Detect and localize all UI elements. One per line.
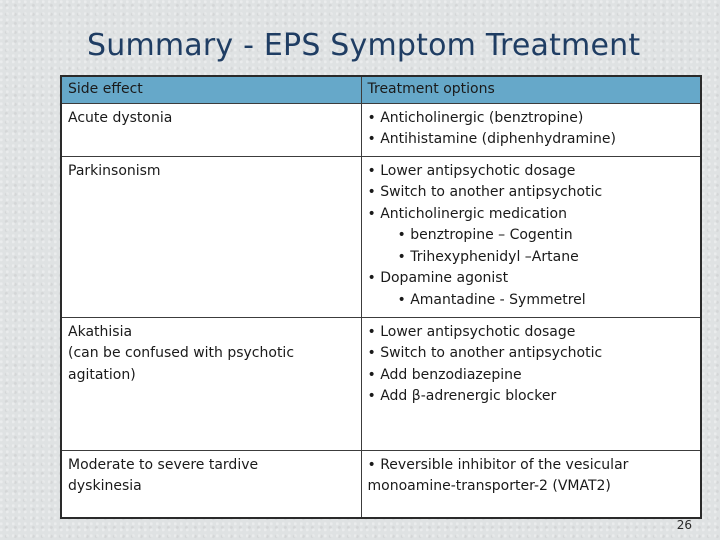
table-row	[61, 450, 701, 518]
treatment-line: • Lower antipsychotic dosage	[367, 162, 576, 179]
side-effect-cell	[61, 103, 361, 156]
eps-treatment-table	[60, 75, 702, 519]
treatment-cell	[361, 317, 701, 450]
treatment-subline: • Trihexyphenidyl –Artane	[397, 248, 579, 265]
treatment-line: • Switch to another antipsychotic	[367, 345, 603, 361]
treatment-line: • Add β-adrenergic blocker	[367, 388, 557, 404]
treatment-subline: • Amantadine - Symmetrel	[397, 291, 586, 308]
treatment-line: • Switch to another antipsychotic	[367, 184, 603, 200]
side-effect-cell	[61, 317, 361, 450]
treatment-line: • Dopamine agonist	[367, 270, 509, 286]
table-header-row	[61, 76, 701, 103]
treatment-line: • Anticholinergic medication	[367, 205, 567, 222]
treatment-line: • Anticholinergic (benztropine)	[367, 109, 584, 126]
table-row	[61, 317, 701, 450]
treatment-line: • Antihistamine (diphenhydramine)	[367, 131, 616, 147]
side-effect-line: Parkinsonism	[68, 162, 161, 179]
page-number: 26	[676, 518, 692, 532]
side-effect-line: (can be confused with psychotic	[68, 345, 295, 361]
slide-title: Summary - EPS Symptom Treatment	[87, 28, 641, 63]
treatment-cell	[361, 103, 701, 156]
side-effect-cell	[61, 450, 361, 518]
side-effect-line: Acute dystonia	[68, 109, 173, 126]
treatment-cell	[361, 156, 701, 317]
treatment-cell	[361, 450, 701, 518]
side-effect-line: Moderate to severe tardive	[68, 456, 259, 473]
treatment-line: • Lower antipsychotic dosage	[367, 323, 576, 340]
table-row	[61, 156, 701, 317]
side-effect-line: Akathisia	[68, 323, 133, 340]
treatment-line: monoamine-transporter-2 (VMAT2)	[367, 478, 611, 494]
table-row	[61, 103, 701, 156]
side-effect-line: agitation)	[68, 366, 136, 383]
header-side-effect: Side effect	[61, 76, 361, 103]
side-effect-cell	[61, 156, 361, 317]
treatment-line: • Add benzodiazepine	[367, 366, 522, 383]
side-effect-line: dyskinesia	[68, 478, 142, 494]
treatment-subline: • benztropine – Cogentin	[397, 227, 573, 243]
treatment-line: • Reversible inhibitor of the vesicular	[367, 456, 629, 473]
header-treatment-options: Treatment options	[361, 76, 701, 103]
